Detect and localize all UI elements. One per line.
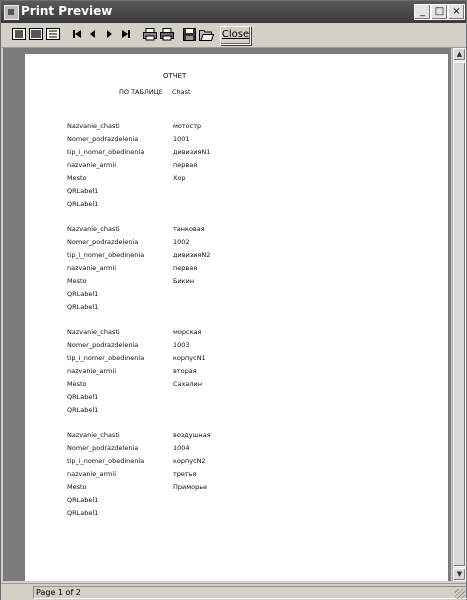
field-value: Приморье	[173, 483, 208, 491]
qr-label: QRLabel1	[67, 290, 99, 298]
resize-grip-icon[interactable]	[455, 589, 465, 599]
field-label: tip_i_nomer_obedinenia	[67, 457, 145, 465]
field-value: первая	[173, 161, 198, 169]
status-bar	[1, 583, 466, 600]
field-value: вторая	[173, 367, 197, 375]
field-label: nazvanie_armii	[67, 470, 117, 478]
prev-page-icon[interactable]	[85, 26, 101, 42]
print-icon[interactable]	[159, 26, 175, 42]
field-label: tip_i_nomer_obedinenia	[67, 354, 145, 362]
actual-size-icon[interactable]	[45, 26, 61, 42]
field-value: третья	[173, 470, 197, 478]
field-value: первая	[173, 264, 198, 272]
field-label: Nazvanie_chasti	[67, 122, 120, 130]
report-subtitle-value: Chast	[172, 88, 191, 96]
page-indicator: Page 1 of 2	[33, 586, 467, 599]
field-value: дивизияN2	[173, 251, 211, 259]
first-page-icon[interactable]	[69, 26, 85, 42]
field-label: Mesto	[67, 380, 87, 388]
field-label: Mesto	[67, 277, 87, 285]
toolbar	[1, 23, 466, 48]
field-label: Nomer_podrazdelenia	[67, 444, 139, 452]
field-label: Nomer_podrazdelenia	[67, 341, 139, 349]
close-button[interactable]: Close	[220, 26, 251, 45]
window-title: Print Preview	[21, 4, 113, 18]
qr-label: QRLabel1	[67, 509, 99, 517]
field-value: 1001	[173, 135, 190, 143]
field-value: мотостр	[173, 122, 202, 130]
whole-page-icon[interactable]	[11, 26, 27, 42]
field-value: 1002	[173, 238, 190, 246]
preview-viewport[interactable]	[3, 48, 451, 581]
field-label: Nazvanie_chasti	[67, 328, 120, 336]
field-value: Бикин	[173, 277, 195, 285]
field-value: танковая	[173, 225, 205, 233]
save-icon[interactable]	[181, 26, 197, 42]
qr-label: QRLabel1	[67, 496, 99, 504]
page-width-icon[interactable]	[28, 26, 44, 42]
field-label: Nomer_podrazdelenia	[67, 135, 139, 143]
field-label: Nomer_podrazdelenia	[67, 238, 139, 246]
maximize-icon[interactable]: □	[431, 4, 448, 20]
close-window-icon[interactable]: ×	[448, 4, 465, 20]
field-label: nazvanie_armii	[67, 367, 117, 375]
app-icon[interactable]	[4, 5, 19, 20]
field-label: tip_i_nomer_obedinenia	[67, 251, 145, 259]
qr-label: QRLabel1	[67, 200, 99, 208]
field-value: Хор	[173, 174, 186, 182]
field-label: Mesto	[67, 483, 87, 491]
report-title: ОТЧЕТ	[163, 72, 187, 80]
field-label: nazvanie_armii	[67, 161, 117, 169]
next-page-icon[interactable]	[101, 26, 117, 42]
open-icon[interactable]	[198, 26, 214, 42]
title-bar[interactable]	[1, 1, 466, 23]
qr-label: QRLabel1	[67, 303, 99, 311]
qr-label: QRLabel1	[67, 187, 99, 195]
printer-setup-icon[interactable]	[142, 26, 158, 42]
field-value: Сахалин	[173, 380, 202, 388]
last-page-icon[interactable]	[118, 26, 134, 42]
field-label: Mesto	[67, 174, 87, 182]
vertical-scrollbar[interactable]	[452, 48, 466, 581]
field-value: воздушная	[173, 431, 211, 439]
field-label: tip_i_nomer_obedinenia	[67, 148, 145, 156]
field-label: nazvanie_armii	[67, 264, 117, 272]
field-value: корпусN1	[173, 354, 206, 362]
field-value: морская	[173, 328, 202, 336]
minimize-icon[interactable]: _	[414, 4, 431, 20]
field-value: корпусN2	[173, 457, 206, 465]
field-label: Nazvanie_chasti	[67, 225, 120, 233]
report-page	[25, 54, 448, 581]
field-label: Nazvanie_chasti	[67, 431, 120, 439]
field-value: 1003	[173, 341, 190, 349]
field-value: дивизияN1	[173, 148, 211, 156]
scroll-down-icon[interactable]: ▼	[453, 568, 466, 581]
report-subtitle-label: ПО ТАБЛИЦЕ	[119, 88, 163, 96]
field-value: 1004	[173, 444, 190, 452]
scroll-thumb[interactable]	[453, 62, 466, 567]
qr-label: QRLabel1	[67, 393, 99, 401]
qr-label: QRLabel1	[67, 406, 99, 414]
scroll-up-icon[interactable]: ▲	[453, 48, 466, 61]
